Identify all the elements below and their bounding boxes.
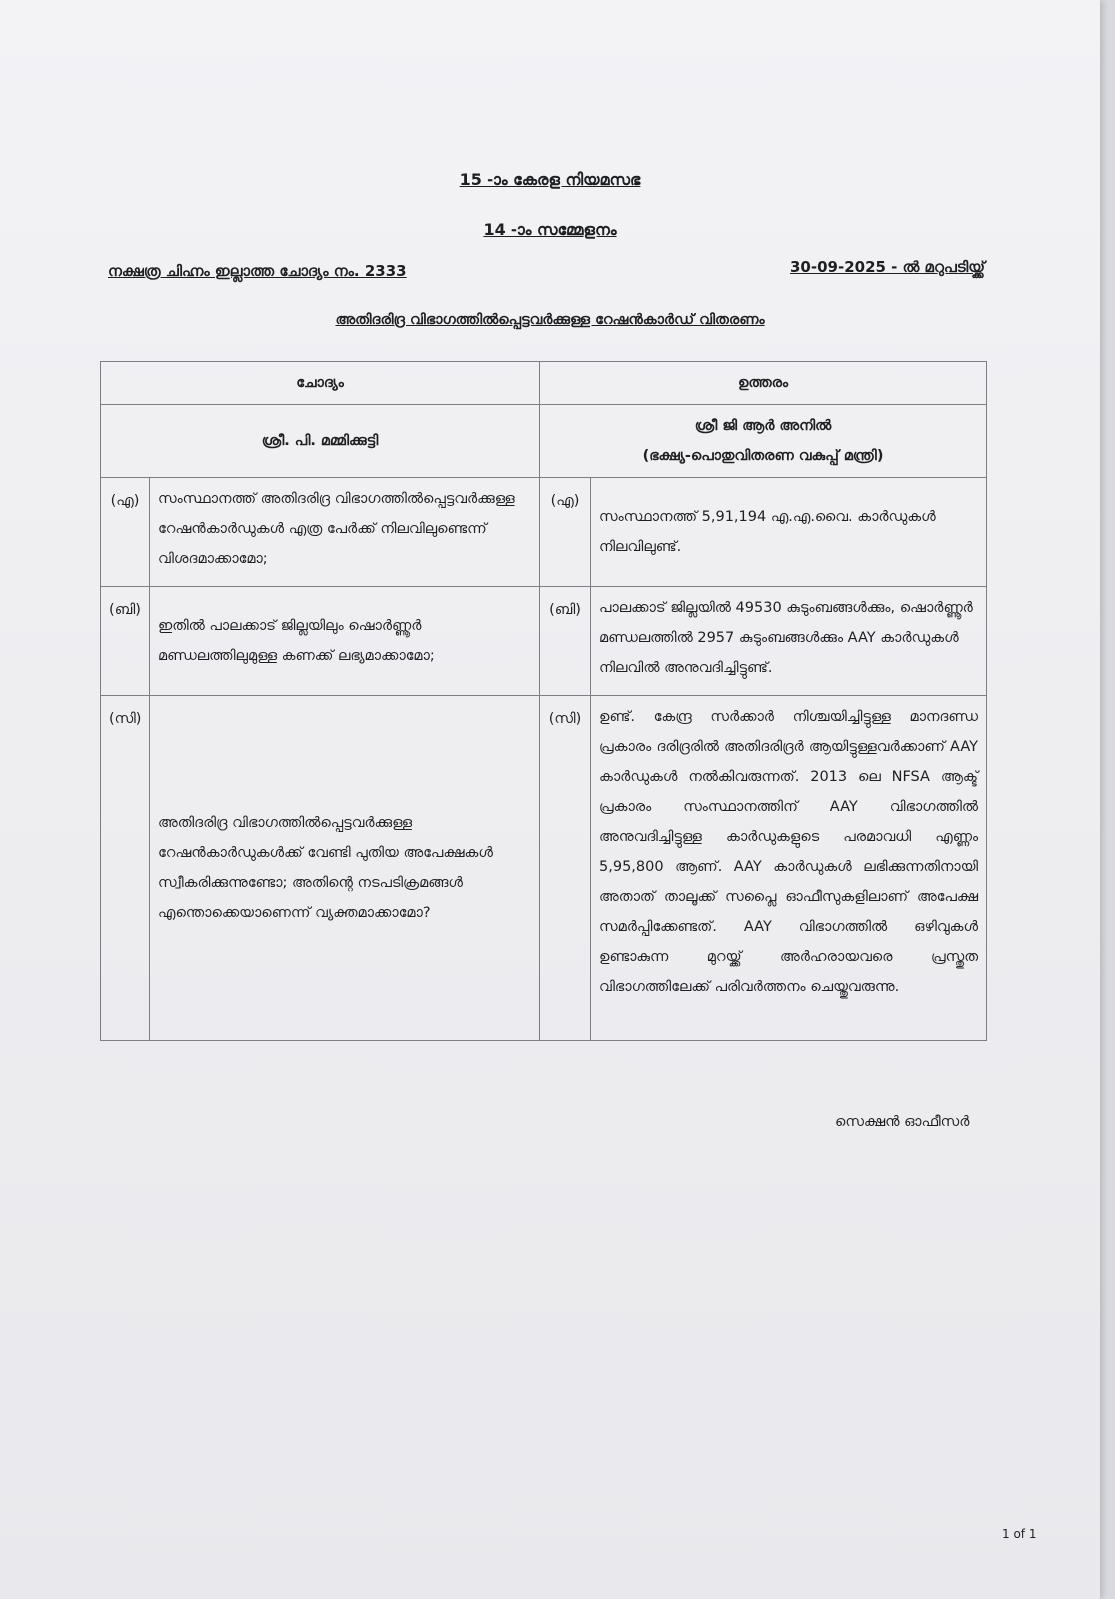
questioner-name: ശ്രീ. പി. മമ്മിക്കുട്ടി: [101, 405, 540, 478]
answer-text: ഉണ്ട്. കേന്ദ്ര സർക്കാർ നിശ്ചയിച്ചിട്ടുള്ള മാനദണ്ഡ പ്രകാരം ദരിദ്രരിൽ അതിദരിദ്രർ ആയിട്ടുള്ളവർക്കാണ് AAY കാർഡുകൾ നൽകിവരുന്നത്. 2013 ലെ NFSA ആക്ട് പ്രകാരം സംസ്ഥാനത്തിന് AAY വിഭാഗത്തിൽ അനുവദിച്ചിട്ടുള്ള കാർഡുകളുടെ പരമാവധി എണ്ണം 5,95,800 ആണ്. AAY കാർഡുകൾ ലഭിക്കുന്നതിനായി അതാത് താലൂക്ക് സപ്ലൈ ഓഫീസുകളിലാണ് അപേക്ഷ സമർപ്പിക്കേണ്ടത്. AAY വിഭാഗത്തിൽ ഒഴിവുകൾ ഉണ്ടാകുന്ന മുറയ്ക്ക് അർഹരായവരെ പ്രസ്തുത വിഭാഗത്തിലേക്ക് പരിവർത്തനം ചെയ്തുവരുന്നു.: [591, 696, 987, 1041]
minister-cell: [540, 405, 987, 478]
question-column-header: ചോദ്യം: [101, 362, 540, 405]
minister-department: (ഭക്ഷ്യ-പൊതുവിതരണ വകുപ്പ് മന്ത്രി): [642, 448, 884, 464]
question-number: നക്ഷത്ര ചിഹ്നം ഇല്ലാത്ത ചോദ്യം നം. 2333: [108, 262, 407, 280]
answer-text: പാലക്കാട് ജില്ലയിൽ 49530 കുടുംബങ്ങൾക്കും, ഷൊർണ്ണൂർ മണ്ഡലത്തിൽ 2957 കുടുംബങ്ങൾക്കും AAY കാർഡുകൾ നിലവിൽ അനുവദിച്ചിട്ടുണ്ട്.: [591, 587, 987, 696]
table-row: [101, 478, 987, 587]
assembly-title: 15 -ാം കേരള നിയമസഭ: [459, 170, 641, 189]
question-text: സംസ്ഥാനത്ത് അതിദരിദ്ര വിഭാഗത്തിൽപ്പെട്ടവർക്കുള്ള റേഷൻകാർഡുകൾ എത്ര പേർക്ക് നിലവിലുണ്ടെന്ന് വിശദമാക്കാമോ;: [150, 478, 540, 587]
question-label: (ബി): [101, 587, 150, 696]
answer-column-header: ഉത്തരം: [540, 362, 987, 405]
question-text: ഇതിൽ പാലക്കാട് ജില്ലയിലും ഷൊർണ്ണൂർ മണ്ഡലത്തിലുമുള്ള കണക്ക് ലഭ്യമാക്കാമോ;: [150, 587, 540, 696]
question-label: (എ): [101, 478, 150, 587]
persons-row: [101, 405, 987, 478]
question-text: അതിദരിദ്ര വിഭാഗത്തിൽപ്പെട്ടവർക്കുള്ള റേഷൻകാർഡുകൾക്ക് വേണ്ടി പുതിയ അപേക്ഷകൾ സ്വീകരിക്കുന്നുണ്ടോ; അതിന്റെ നടപടിക്രമങ്ങൾ എന്തൊക്കെയാണെന്ന് വ്യക്തമാക്കാമോ?: [150, 696, 540, 1041]
answer-label: (ബി): [540, 587, 591, 696]
subject-title: അതിദരിദ്ര വിഭാഗത്തിൽപ്പെട്ടവർക്കുള്ള റേഷൻകാർഡ് വിതരണം: [335, 312, 765, 328]
table-row: [101, 587, 987, 696]
question-label: (സി): [101, 696, 150, 1041]
answer-text: സംസ്ഥാനത്ത് 5,91,194 എ.എ.വൈ. കാർഡുകൾ നിലവിലുണ്ട്.: [591, 478, 987, 587]
reply-date: 30-09-2025 - ൽ മറുപടിയ്ക്ക്: [790, 258, 985, 276]
table-row: [101, 696, 987, 1041]
answer-label: (സി): [540, 696, 591, 1041]
table-header-row: [101, 362, 987, 405]
section-officer-signature: സെക്ഷൻ ഓഫീസർ: [835, 1114, 970, 1130]
question-answer-table: [100, 361, 987, 1041]
session-title: 14 -ാം സമ്മേളനം: [483, 220, 617, 239]
minister-name: ശ്രീ ജി ആർ അനിൽ: [694, 418, 832, 434]
page-number: 1 of 1: [1002, 1527, 1037, 1541]
answer-label: (എ): [540, 478, 591, 587]
